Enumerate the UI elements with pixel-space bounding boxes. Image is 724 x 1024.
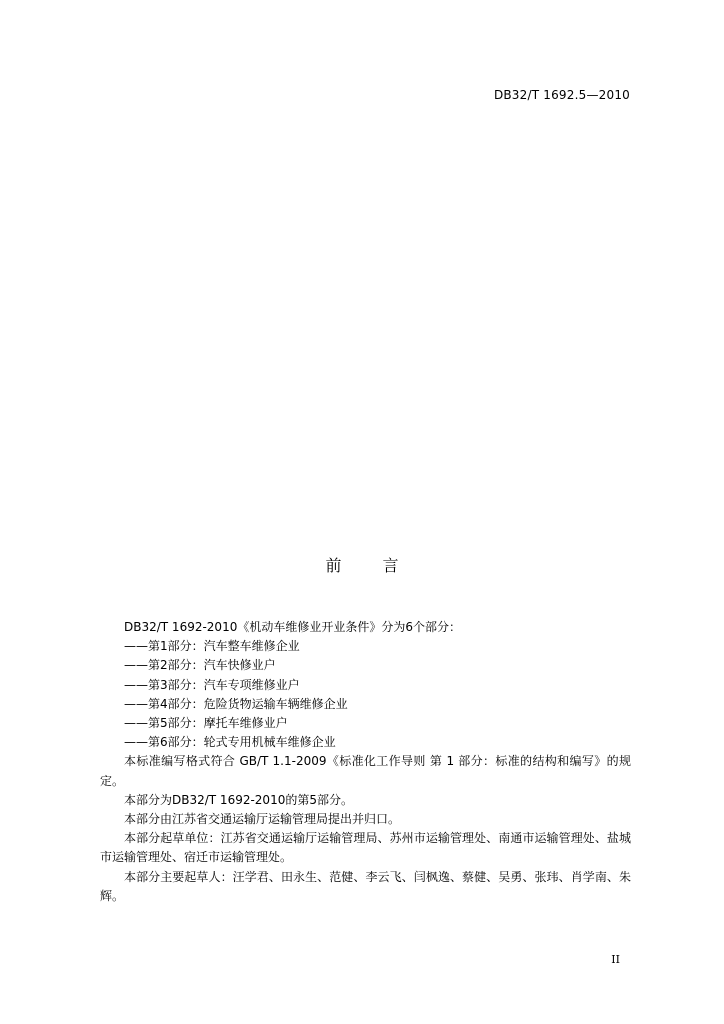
part-statement-paragraph: 本部分为DB32/T 1692-2010的第5部分。 — [124, 792, 353, 807]
part-list-item: ——第3部分：汽车专项维修业户 — [124, 677, 300, 692]
drafters-paragraph: 本部分主要起草人：汪学君、田永生、范健、李云飞、闫枫逸、蔡健、吴勇、张玮、肖学南、朱辉。 — [100, 869, 631, 903]
foreword-body — [100, 618, 631, 906]
document-code: DB32/T 1692.5—2010 — [493, 88, 630, 102]
page-number: II — [611, 953, 620, 966]
drafting-units-paragraph: 本部分起草单位：江苏省交通运输厅运输管理局、苏州市运输管理处、南通市运输管理处、盐城市运输管理处、宿迁市运输管理处。 — [100, 831, 631, 865]
proposer-paragraph: 本部分由江苏省交通运输厅运输管理局提出并归口。 — [124, 812, 401, 827]
part-list-item: ——第5部分：摩托车维修业户 — [124, 716, 288, 731]
part-list-item: ——第1部分：汽车整车维修企业 — [124, 639, 300, 654]
part-list-item: ——第6部分：轮式专用机械车维修企业 — [124, 735, 336, 750]
format-statement-paragraph: 本标准编写格式符合 GB/T 1.1-2009《标准化工作导则 第 1 部分：标准的结构和编写》的规定。 — [100, 754, 631, 788]
part-list-item: ——第2部分：汽车快修业户 — [124, 658, 276, 673]
intro-paragraph: DB32/T 1692-2010《机动车维修业开业条件》分为6个部分： — [124, 620, 461, 634]
part-list-item: ——第4部分：危险货物运输车辆维修企业 — [124, 696, 348, 711]
foreword-title: 前 言 — [325, 556, 417, 575]
